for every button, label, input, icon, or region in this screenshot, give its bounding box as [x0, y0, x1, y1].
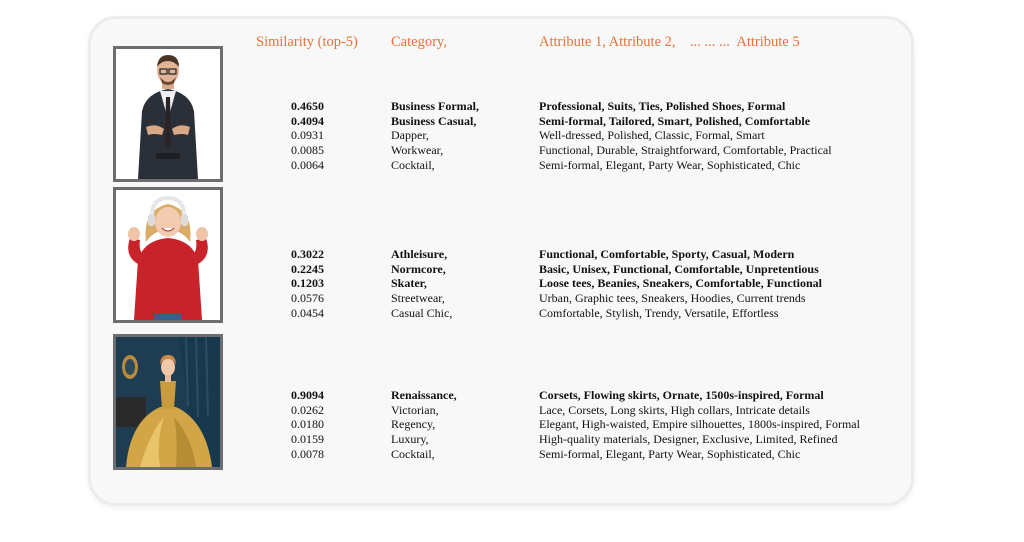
- result-row: [0, 388, 1024, 403]
- similarity-score: 0.0576: [291, 291, 324, 306]
- similarity-score: 0.4650: [291, 99, 324, 113]
- attribute-list: Functional, Durable, Straightforward, Comfortable, Practical: [539, 143, 832, 158]
- similarity-score: 0.0064: [291, 157, 324, 172]
- attribute-list: Corsets, Flowing skirts, Ornate, 1500s-inspired, Formal: [539, 388, 824, 402]
- result-row: [0, 114, 1024, 129]
- category-name: Streetwear,: [391, 291, 445, 306]
- category-name: Cocktail,: [391, 157, 435, 172]
- result-row: [0, 432, 1024, 447]
- category-name: Workwear,: [391, 143, 444, 158]
- similarity-score: 0.0931: [291, 128, 324, 143]
- category-name: Cocktail,: [391, 446, 435, 461]
- result-row: [0, 247, 1024, 262]
- similarity-score: 0.0159: [291, 432, 324, 447]
- category-name: Athleisure,: [391, 247, 448, 261]
- attribute-list: Lace, Corsets, Long skirts, High collars, Intricate details: [539, 402, 810, 417]
- similarity-score: 0.2245: [291, 261, 324, 276]
- attribute-list: Functional, Comfortable, Sporty, Casual, Modern: [539, 247, 795, 261]
- similarity-score: 0.0078: [291, 446, 324, 461]
- attribute-list: Loose tees, Beanies, Sneakers, Comfortable, Functional: [539, 276, 822, 291]
- similarity-score: 0.0085: [291, 143, 324, 158]
- category-name: Victorian,: [391, 402, 439, 417]
- result-row: [0, 447, 1024, 462]
- similarity-score: 0.3022: [291, 247, 324, 261]
- result-group-3: [0, 388, 1024, 461]
- similarity-score: 0.9094: [291, 388, 324, 402]
- category-name: Casual Chic,: [391, 305, 453, 320]
- header-attributes: Attribute 1, Attribute 2, ... ... ... Attribute 5: [539, 34, 800, 50]
- result-row: [0, 158, 1024, 173]
- result-row: [0, 128, 1024, 143]
- attribute-list: Basic, Unisex, Functional, Comfortable, Unpretentious: [539, 261, 819, 276]
- result-row: [0, 417, 1024, 432]
- similarity-score: 0.0454: [291, 305, 324, 320]
- category-name: Business Formal,: [391, 99, 480, 113]
- result-row: [0, 403, 1024, 418]
- category-name: Dapper,: [391, 128, 429, 143]
- attribute-list: Elegant, High-waisted, Empire silhouettes, 1800s-inspired, Formal: [539, 417, 860, 432]
- attribute-list: Semi-formal, Elegant, Party Wear, Sophisticated, Chic: [539, 446, 801, 461]
- category-name: Renaissance,: [391, 388, 457, 402]
- attribute-list: High-quality materials, Designer, Exclusive, Limited, Refined: [539, 432, 838, 447]
- header-category: Category,: [391, 34, 447, 50]
- similarity-score: 0.0180: [291, 417, 324, 432]
- similarity-score: 0.4094: [291, 113, 324, 128]
- result-row: [0, 276, 1024, 291]
- category-name: Skater,: [391, 276, 427, 291]
- result-row: [0, 306, 1024, 321]
- result-row: [0, 291, 1024, 306]
- attribute-list: Comfortable, Stylish, Trendy, Versatile, Effortless: [539, 305, 779, 320]
- result-row: [0, 143, 1024, 158]
- category-name: Luxury,: [391, 432, 429, 447]
- attribute-list: Well-dressed, Polished, Classic, Formal, Smart: [539, 128, 765, 143]
- header-similarity: Similarity (top-5): [256, 34, 358, 50]
- result-group-2: [0, 247, 1024, 320]
- attribute-list: Semi-formal, Tailored, Smart, Polished, Comfortable: [539, 113, 811, 128]
- result-group-1: [0, 99, 1024, 172]
- attribute-list: Semi-formal, Elegant, Party Wear, Sophisticated, Chic: [539, 157, 801, 172]
- attribute-list: Urban, Graphic tees, Sneakers, Hoodies, Current trends: [539, 291, 806, 306]
- similarity-score: 0.1203: [291, 276, 324, 291]
- category-name: Business Casual,: [391, 113, 477, 128]
- result-row: [0, 99, 1024, 114]
- similarity-score: 0.0262: [291, 402, 324, 417]
- category-name: Regency,: [391, 417, 436, 432]
- attribute-list: Professional, Suits, Ties, Polished Shoes, Formal: [539, 99, 786, 113]
- category-name: Normcore,: [391, 261, 446, 276]
- result-row: [0, 262, 1024, 277]
